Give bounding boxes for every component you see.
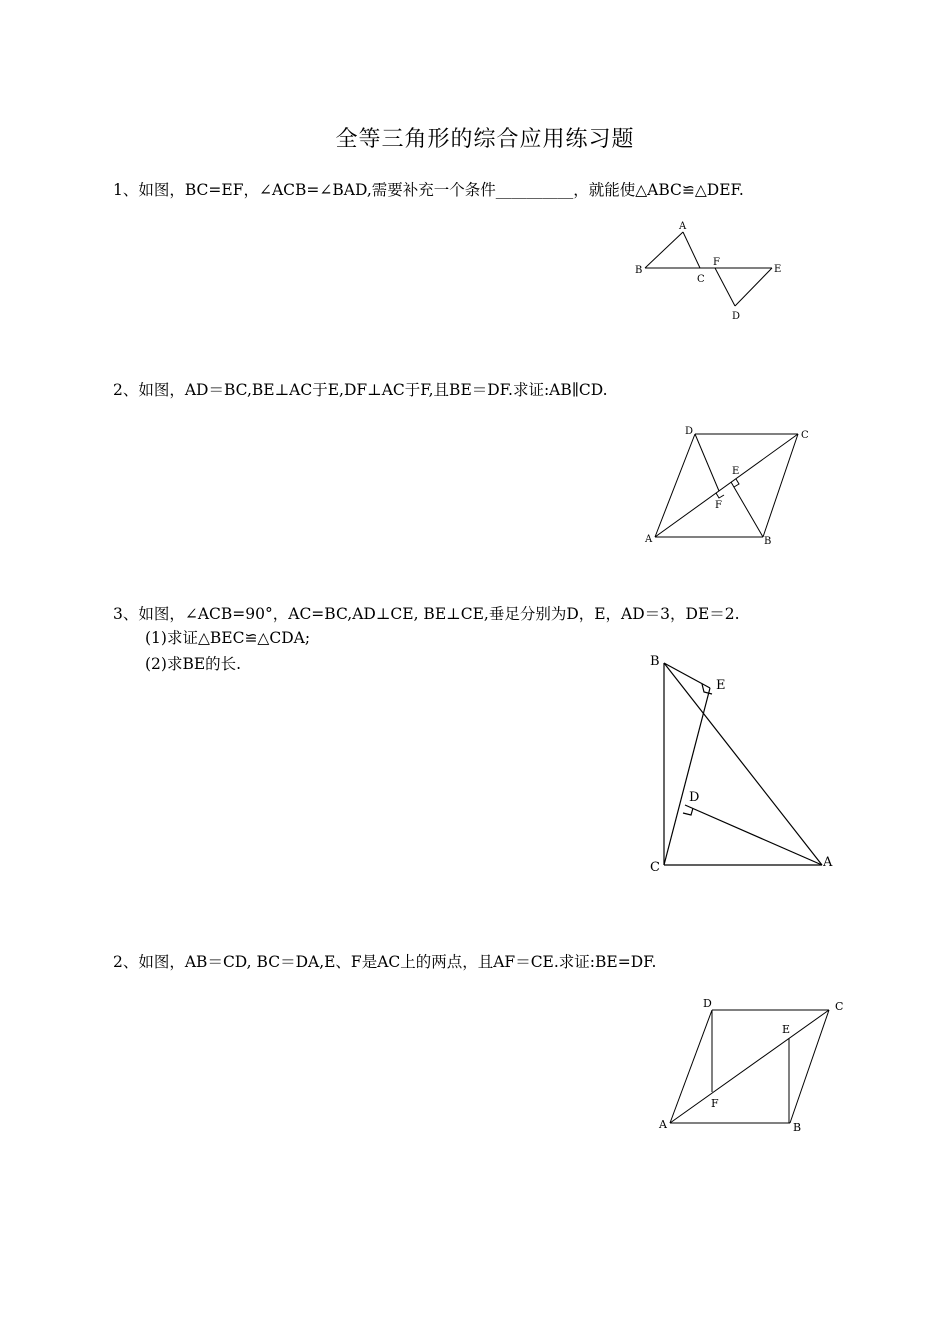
label-e: E <box>782 1023 791 1036</box>
segment-ad <box>670 1010 712 1123</box>
label-b: B <box>635 265 643 276</box>
label-b: B <box>793 1121 802 1134</box>
label-b: B <box>650 654 660 669</box>
label-c: C <box>801 430 809 441</box>
label-d: D <box>689 790 700 805</box>
segment-be <box>664 663 710 688</box>
segment-ac <box>683 232 700 268</box>
segment-ba <box>664 663 822 865</box>
segment-bc <box>763 434 798 537</box>
figure-q1 <box>625 215 795 325</box>
segment-ac <box>655 434 798 537</box>
label-f: F <box>713 257 720 268</box>
figure-q4 <box>655 990 855 1135</box>
right-angle-e <box>734 479 739 487</box>
label-f: F <box>715 500 722 511</box>
label-e: E <box>732 466 740 477</box>
question-3-part-1: (1)求证△BEC≌△CDA; <box>145 629 311 647</box>
segment-ce <box>664 688 710 865</box>
page-title: 全等三角形的综合应用练习题 <box>335 127 635 152</box>
question-1-text: 1、如图，BC=EF，∠ACB=∠BAD,需要补充一个条件__________，就能使△ABC≌△DEF. <box>113 181 744 199</box>
right-angle-d <box>683 808 693 815</box>
label-e: E <box>716 678 726 693</box>
right-angle-e <box>702 684 712 694</box>
label-d: D <box>732 311 741 322</box>
figure-q3 <box>640 645 850 880</box>
label-d: D <box>685 426 694 437</box>
segment-ad <box>685 805 822 865</box>
segment-ba <box>645 232 683 268</box>
question-3-part-2: (2)求BE的长. <box>145 655 242 673</box>
label-e: E <box>774 264 782 275</box>
right-angle-f <box>716 493 724 498</box>
question-4-text: 2、如图，AB＝CD, BC＝DA,E、F是AC上的两点，且AF＝CE.求证:BE=DF. <box>113 953 657 971</box>
segment-de <box>735 268 772 306</box>
label-c: C <box>697 274 705 285</box>
label-a: A <box>645 534 653 545</box>
label-a: A <box>823 855 833 870</box>
label-f: F <box>711 1097 719 1110</box>
label-c: C <box>835 1000 844 1013</box>
segment-fd <box>715 268 735 306</box>
label-d: D <box>703 997 712 1010</box>
label-c: C <box>650 860 660 875</box>
label-b: B <box>764 536 772 547</box>
segment-ac <box>670 1010 829 1123</box>
figure-q2 <box>640 420 840 555</box>
label-a: A <box>659 1118 667 1131</box>
question-3-text: 3、如图，∠ACB=90°，AC=BC,AD⊥CE, BE⊥CE,垂足分别为D，E，AD＝3，DE＝2. <box>113 605 740 623</box>
question-2-text: 2、如图，AD＝BC,BE⊥AC于E,DF⊥AC于F,且BE＝DF.求证:AB∥CD. <box>113 381 608 399</box>
segment-bc <box>790 1010 829 1123</box>
segment-be <box>731 482 763 537</box>
segment-ad <box>655 434 695 537</box>
segment-df <box>695 434 719 491</box>
label-a: A <box>679 221 687 232</box>
